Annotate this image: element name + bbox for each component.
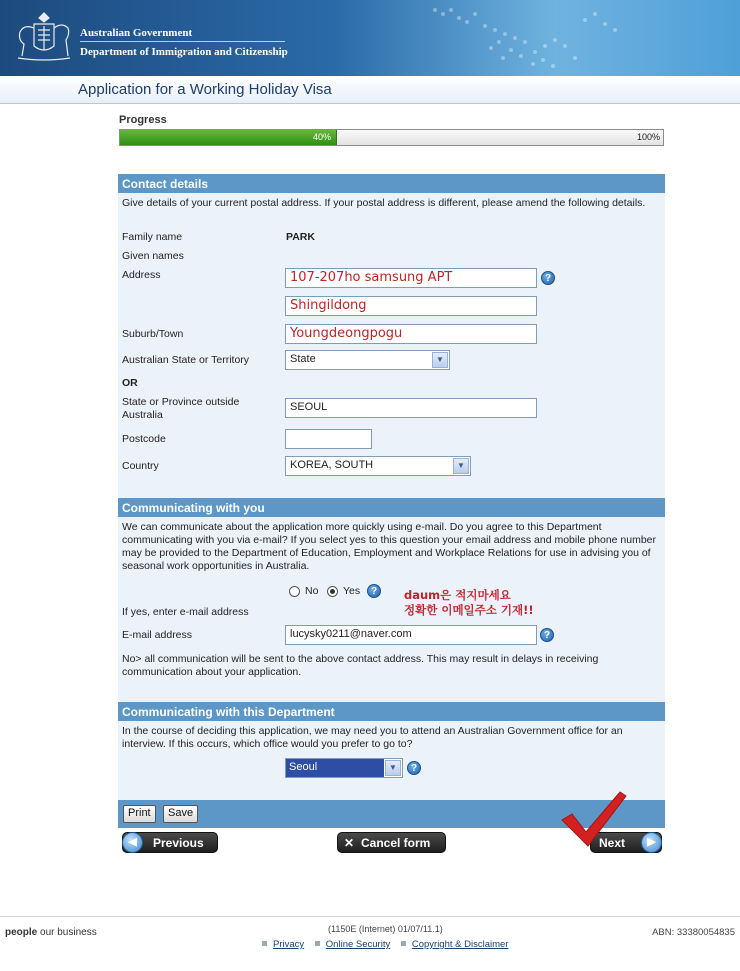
footer-tagline: [5, 927, 97, 938]
no-label: No: [305, 585, 319, 597]
save-button[interactable]: Save: [163, 805, 198, 823]
or-label: OR: [122, 377, 138, 389]
country-label: Country: [122, 460, 159, 472]
help-icon[interactable]: ?: [407, 761, 421, 775]
previous-label: Previous: [153, 836, 204, 850]
progress-fill: [120, 130, 337, 145]
province-input[interactable]: SEOUL: [285, 398, 537, 418]
address-label: Address: [122, 269, 161, 281]
contact-intro: Give details of your current postal address. If your postal address is different, please amend the following details.: [122, 197, 646, 209]
site-header: [0, 0, 740, 76]
office-select-value: Seoul: [286, 759, 384, 777]
coat-of-arms-icon: [12, 10, 76, 64]
family-name-value: PARK: [286, 231, 315, 243]
cancel-label: Cancel form: [361, 836, 431, 850]
next-label: Next: [599, 836, 626, 850]
chevron-down-icon[interactable]: ▼: [453, 458, 469, 474]
chevron-down-icon[interactable]: ▼: [385, 760, 401, 776]
government-name: Australian Government: [80, 27, 193, 39]
progress-value: 40%: [313, 132, 332, 142]
print-button[interactable]: Print: [123, 805, 156, 823]
progress-max: 100%: [636, 132, 660, 142]
postcode-label: Postcode: [122, 433, 166, 445]
checkmark-icon: [558, 788, 630, 850]
state-select[interactable]: [285, 350, 450, 370]
cancel-form-button[interactable]: [337, 832, 446, 853]
help-icon[interactable]: ?: [541, 271, 555, 285]
previous-button[interactable]: [122, 832, 218, 853]
email-input[interactable]: lucysky0211@naver.com: [285, 625, 537, 645]
province-label: State or Province outside Australia: [122, 396, 240, 421]
email-no-radio[interactable]: [289, 586, 300, 597]
bullet-icon: [315, 941, 320, 946]
world-map-icon: [415, 0, 645, 76]
given-names-label: Given names: [122, 250, 184, 262]
copyright-link[interactable]: Copyright & Disclaimer: [411, 939, 509, 950]
arrow-left-icon: ◀: [122, 832, 143, 853]
state-select-value: State: [290, 353, 316, 365]
help-icon[interactable]: ?: [367, 584, 381, 598]
tagline-rest: our business: [37, 927, 97, 938]
if-yes-label: If yes, enter e-mail address: [122, 606, 249, 618]
close-icon: ✕: [344, 836, 355, 850]
suburb-label: Suburb/Town: [122, 328, 184, 340]
footer-abn: ABN: 33380054835: [652, 927, 735, 938]
address-line2-input[interactable]: Shingildong: [285, 296, 537, 316]
postcode-input[interactable]: [285, 429, 372, 449]
communicating-heading: Communicating with you: [118, 498, 665, 517]
department-name: Department of Immigration and Citizenship: [80, 46, 288, 58]
progress-label: Progress: [119, 114, 167, 126]
chevron-down-icon[interactable]: ▼: [432, 352, 448, 368]
online-security-link[interactable]: Online Security: [325, 939, 391, 950]
title-bar: [0, 76, 740, 104]
country-select-value: KOREA, SOUTH: [290, 459, 374, 471]
contact-details-heading: Contact details: [118, 174, 665, 193]
email-note: No> all communication will be sent to the above contact address. This may result in delays in receiving communication about your application.: [122, 653, 599, 678]
footer-version: (1150E (Internet) 01/07/11.1): [328, 924, 443, 934]
email-yes-radio[interactable]: [327, 586, 338, 597]
address-line1-input[interactable]: 107-207ho samsung APT: [285, 268, 537, 288]
office-select[interactable]: [285, 758, 403, 778]
state-label: Australian State or Territory: [122, 354, 250, 366]
tagline-bold: people: [5, 927, 38, 938]
country-select[interactable]: [285, 456, 471, 476]
communicating-intro: We can communicate about the application more quickly using e-mail. Do you agree to this Department communicating with you via e-mail? If you select yes to this question your email address and mobile phone number may be provided to the Department of Education, Employment and Workplace Relations for use in advising you of seasonal work opportunities in Australia.: [122, 521, 657, 572]
email-label: E-mail address: [122, 629, 193, 641]
bullet-icon: [262, 941, 267, 946]
annotation-line2: 정확한 이메일주소 기재!!: [404, 603, 534, 617]
handwritten-annotation: [404, 588, 534, 618]
arrow-right-icon: ▶: [641, 832, 662, 853]
progress-bar: [119, 129, 664, 146]
department-intro: In the course of deciding this application, we may need you to attend an Australian Government office for an interview. If this occurs, which office would you prefer to go to?: [122, 725, 623, 750]
family-name-label: Family name: [122, 231, 183, 243]
header-divider: [80, 41, 285, 42]
suburb-input[interactable]: Youngdeongpogu: [285, 324, 537, 344]
page-title: Application for a Working Holiday Visa: [78, 81, 332, 98]
annotation-line1: daum은 적지마세요: [404, 588, 511, 602]
application-form: [118, 174, 665, 828]
privacy-link[interactable]: Privacy: [273, 939, 305, 950]
footer-divider: [0, 916, 740, 917]
help-icon[interactable]: ?: [540, 628, 554, 642]
yes-label: Yes: [343, 585, 361, 597]
footer-links: [254, 939, 508, 950]
bullet-icon: [401, 941, 406, 946]
department-heading: Communicating with this Department: [118, 702, 665, 721]
